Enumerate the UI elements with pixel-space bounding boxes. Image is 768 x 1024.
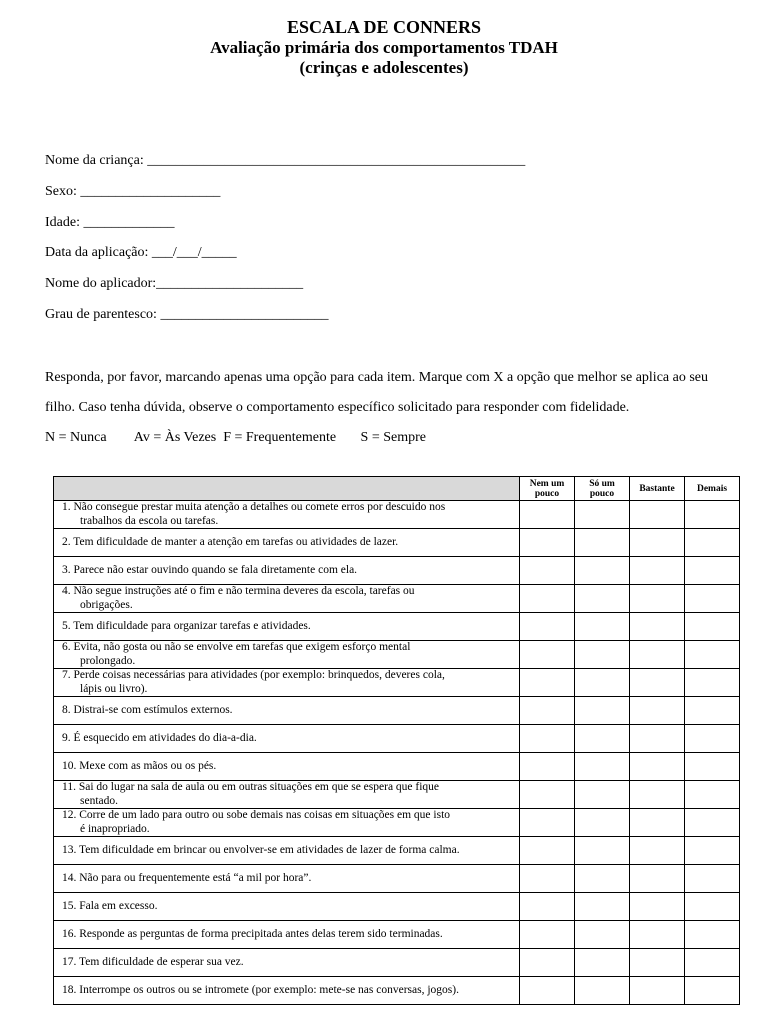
table-row bbox=[54, 697, 740, 725]
answer-cell-nem-um-pouco[interactable] bbox=[520, 557, 575, 585]
answer-cell-demais[interactable] bbox=[685, 809, 740, 837]
answer-cell-bastante[interactable] bbox=[630, 529, 685, 557]
item-text-cell bbox=[54, 893, 520, 921]
item-text-cell bbox=[54, 669, 520, 697]
item-text: 13. Tem dificuldade em brincar ou envolver-se em atividades de lazer de forma calma. bbox=[62, 843, 460, 856]
answer-cell-so-um-pouco[interactable] bbox=[575, 725, 630, 753]
item-text-cell bbox=[54, 921, 520, 949]
answer-cell-bastante[interactable] bbox=[630, 669, 685, 697]
answer-cell-demais[interactable] bbox=[685, 697, 740, 725]
answer-cell-bastante[interactable] bbox=[630, 865, 685, 893]
item-text-cell bbox=[54, 949, 520, 977]
item-text: 11. Sai do lugar na sala de aula ou em outras situações em que se espera que fique bbox=[62, 781, 440, 793]
table-row bbox=[54, 557, 740, 585]
document-header bbox=[0, 17, 768, 78]
table-row bbox=[54, 501, 740, 529]
answer-cell-bastante[interactable] bbox=[630, 949, 685, 977]
answer-cell-so-um-pouco[interactable] bbox=[575, 837, 630, 865]
document-subtitle-audience: (crinças e adolescentes) bbox=[299, 58, 469, 77]
item-text: 16. Responde as perguntas de forma precipitada antes delas terem sido terminadas. bbox=[62, 927, 443, 940]
column-header-demais: Demais bbox=[685, 477, 740, 501]
answer-cell-bastante[interactable] bbox=[630, 613, 685, 641]
answer-cell-so-um-pouco[interactable] bbox=[575, 865, 630, 893]
item-text: 15. Fala em excesso. bbox=[62, 899, 158, 912]
answer-cell-nem-um-pouco[interactable] bbox=[520, 613, 575, 641]
item-text: 4. Não segue instruções até o fim e não termina deveres da escola, tarefas ou bbox=[62, 585, 415, 597]
answer-cell-nem-um-pouco[interactable] bbox=[520, 697, 575, 725]
table-row bbox=[54, 921, 740, 949]
answer-cell-so-um-pouco[interactable] bbox=[575, 501, 630, 529]
instructions-line-1: Responda, por favor, marcando apenas uma opção para cada item. Marque com X a opção que melhor se aplica ao seu bbox=[45, 370, 709, 385]
answer-cell-so-um-pouco[interactable] bbox=[575, 697, 630, 725]
table-row bbox=[54, 893, 740, 921]
answer-cell-bastante[interactable] bbox=[630, 921, 685, 949]
answer-cell-nem-um-pouco[interactable] bbox=[520, 977, 575, 1005]
answer-cell-bastante[interactable] bbox=[630, 725, 685, 753]
answer-cell-so-um-pouco[interactable] bbox=[575, 641, 630, 669]
table-row bbox=[54, 613, 740, 641]
table-header-row bbox=[54, 477, 740, 501]
application-date-field[interactable]: Data da aplicação: ___/___/_____ bbox=[45, 245, 237, 260]
child-name-field[interactable]: Nome da criança: ______________________________________________________ bbox=[45, 153, 526, 168]
answer-cell-demais[interactable] bbox=[685, 529, 740, 557]
answer-cell-so-um-pouco[interactable] bbox=[575, 753, 630, 781]
applicator-name-field[interactable]: Nome do aplicador:_____________________ bbox=[45, 276, 304, 291]
answer-cell-demais[interactable] bbox=[685, 949, 740, 977]
answer-cell-so-um-pouco[interactable] bbox=[575, 557, 630, 585]
answer-cell-nem-um-pouco[interactable] bbox=[520, 949, 575, 977]
answer-cell-nem-um-pouco[interactable] bbox=[520, 669, 575, 697]
table-row bbox=[54, 725, 740, 753]
item-text-continuation: sentado. bbox=[80, 794, 119, 807]
column-header-nem-um-pouco: Nem um pouco bbox=[520, 477, 575, 501]
item-text: 7. Perde coisas necessárias para atividades (por exemplo: brinquedos, deveres cola, bbox=[62, 669, 445, 681]
conners-scale-table bbox=[53, 476, 740, 1005]
answer-cell-bastante[interactable] bbox=[630, 585, 685, 613]
kinship-field[interactable]: Grau de parentesco: ________________________ bbox=[45, 307, 329, 322]
answer-cell-nem-um-pouco[interactable] bbox=[520, 529, 575, 557]
item-text-continuation: obrigações. bbox=[80, 598, 133, 611]
column-header-so-um-pouco: Só um pouco bbox=[575, 477, 630, 501]
instructions-line-2: filho. Caso tenha dúvida, observe o comportamento específico solicitado para responder com fidelidade. bbox=[45, 400, 630, 415]
answer-cell-so-um-pouco[interactable] bbox=[575, 893, 630, 921]
answer-cell-demais[interactable] bbox=[685, 921, 740, 949]
answer-cell-demais[interactable] bbox=[685, 641, 740, 669]
item-text-continuation: é inapropriado. bbox=[80, 822, 150, 835]
answer-cell-nem-um-pouco[interactable] bbox=[520, 725, 575, 753]
answer-cell-nem-um-pouco[interactable] bbox=[520, 865, 575, 893]
table-row bbox=[54, 809, 740, 837]
item-text: 8. Distrai-se com estímulos externos. bbox=[62, 703, 233, 716]
item-text: 3. Parece não estar ouvindo quando se fala diretamente com ela. bbox=[62, 563, 358, 576]
answer-cell-demais[interactable] bbox=[685, 977, 740, 1005]
answer-cell-demais[interactable] bbox=[685, 893, 740, 921]
answer-cell-bastante[interactable] bbox=[630, 501, 685, 529]
age-field[interactable]: Idade: _____________ bbox=[45, 215, 175, 230]
table-row bbox=[54, 753, 740, 781]
document-title: ESCALA DE CONNERS bbox=[286, 17, 482, 37]
table-row bbox=[54, 949, 740, 977]
answer-cell-bastante[interactable] bbox=[630, 557, 685, 585]
answer-cell-so-um-pouco[interactable] bbox=[575, 809, 630, 837]
item-text-cell bbox=[54, 613, 520, 641]
answer-cell-bastante[interactable] bbox=[630, 641, 685, 669]
answer-cell-demais[interactable] bbox=[685, 753, 740, 781]
answer-cell-nem-um-pouco[interactable] bbox=[520, 781, 575, 809]
item-text-continuation: prolongado. bbox=[80, 654, 136, 667]
answer-cell-so-um-pouco[interactable] bbox=[575, 977, 630, 1005]
item-text: 9. É esquecido em atividades do dia-a-dia. bbox=[62, 731, 257, 744]
item-text: 2. Tem dificuldade de manter a atenção em tarefas ou atividades de lazer. bbox=[62, 535, 399, 548]
item-text-cell bbox=[54, 725, 520, 753]
answer-cell-demais[interactable] bbox=[685, 865, 740, 893]
answer-cell-nem-um-pouco[interactable] bbox=[520, 837, 575, 865]
sex-field[interactable]: Sexo: ____________________ bbox=[45, 184, 221, 199]
answer-cell-so-um-pouco[interactable] bbox=[575, 949, 630, 977]
item-text-cell bbox=[54, 641, 520, 669]
answer-cell-bastante[interactable] bbox=[630, 809, 685, 837]
item-text: 5. Tem dificuldade para organizar tarefas e atividades. bbox=[62, 619, 311, 632]
column-header-bastante: Bastante bbox=[630, 477, 685, 501]
item-text: 18. Interrompe os outros ou se intromete (por exemplo: mete-se nas conversas, jogos). bbox=[62, 983, 459, 996]
answer-cell-so-um-pouco[interactable] bbox=[575, 613, 630, 641]
table-row bbox=[54, 781, 740, 809]
answer-cell-bastante[interactable] bbox=[630, 781, 685, 809]
item-text-cell bbox=[54, 697, 520, 725]
item-text: 6. Evita, não gosta ou não se envolve em tarefas que exigem esforço mental bbox=[62, 641, 411, 653]
answer-cell-demais[interactable] bbox=[685, 669, 740, 697]
item-text-continuation: trabalhos da escola ou tarefas. bbox=[80, 514, 219, 527]
item-text-continuation: lápis ou livro). bbox=[80, 682, 148, 695]
item-text-cell bbox=[54, 501, 520, 529]
item-text-cell bbox=[54, 585, 520, 613]
item-text-cell bbox=[54, 529, 520, 557]
item-text-cell bbox=[54, 809, 520, 837]
table-row bbox=[54, 641, 740, 669]
answer-cell-demais[interactable] bbox=[685, 501, 740, 529]
table-row bbox=[54, 977, 740, 1005]
answer-cell-bastante[interactable] bbox=[630, 977, 685, 1005]
item-text: 17. Tem dificuldade de esperar sua vez. bbox=[62, 955, 244, 968]
answer-cell-so-um-pouco[interactable] bbox=[575, 921, 630, 949]
item-text-cell bbox=[54, 865, 520, 893]
answer-cell-so-um-pouco[interactable] bbox=[575, 585, 630, 613]
answer-cell-nem-um-pouco[interactable] bbox=[520, 641, 575, 669]
document-subtitle: Avaliação primária dos comportamentos TDAH bbox=[210, 38, 558, 57]
answer-cell-bastante[interactable] bbox=[630, 893, 685, 921]
answer-cell-nem-um-pouco[interactable] bbox=[520, 753, 575, 781]
table-row bbox=[54, 837, 740, 865]
answer-cell-nem-um-pouco[interactable] bbox=[520, 501, 575, 529]
table-row bbox=[54, 585, 740, 613]
table-row bbox=[54, 669, 740, 697]
answer-legend: N = Nunca Av = Às Vezes F = Frequentemente S = Sempre bbox=[45, 430, 427, 445]
answer-cell-bastante[interactable] bbox=[630, 697, 685, 725]
item-text-cell bbox=[54, 557, 520, 585]
answer-cell-demais[interactable] bbox=[685, 837, 740, 865]
answer-cell-so-um-pouco[interactable] bbox=[575, 781, 630, 809]
answer-cell-demais[interactable] bbox=[685, 613, 740, 641]
item-text-cell bbox=[54, 781, 520, 809]
item-text: 10. Mexe com as mãos ou os pés. bbox=[62, 759, 217, 772]
answer-cell-nem-um-pouco[interactable] bbox=[520, 585, 575, 613]
answer-cell-demais[interactable] bbox=[685, 781, 740, 809]
answer-cell-so-um-pouco[interactable] bbox=[575, 669, 630, 697]
table-row bbox=[54, 529, 740, 557]
header-blank-cell bbox=[54, 477, 520, 501]
item-text-cell bbox=[54, 977, 520, 1005]
answer-cell-so-um-pouco[interactable] bbox=[575, 529, 630, 557]
item-text: 12. Corre de um lado para outro ou sobe demais nas coisas em situações em que isto bbox=[62, 809, 451, 821]
item-text: 1. Não consegue prestar muita atenção a detalhes ou comete erros por descuido nos bbox=[62, 501, 446, 513]
answer-cell-demais[interactable] bbox=[685, 725, 740, 753]
item-text: 14. Não para ou frequentemente está “a mil por hora”. bbox=[62, 871, 312, 884]
answer-cell-nem-um-pouco[interactable] bbox=[520, 893, 575, 921]
item-text-cell bbox=[54, 837, 520, 865]
table-row bbox=[54, 865, 740, 893]
answer-cell-bastante[interactable] bbox=[630, 837, 685, 865]
answer-cell-nem-um-pouco[interactable] bbox=[520, 809, 575, 837]
item-text-cell bbox=[54, 753, 520, 781]
answer-cell-nem-um-pouco[interactable] bbox=[520, 921, 575, 949]
answer-cell-demais[interactable] bbox=[685, 557, 740, 585]
answer-cell-demais[interactable] bbox=[685, 585, 740, 613]
answer-cell-bastante[interactable] bbox=[630, 753, 685, 781]
